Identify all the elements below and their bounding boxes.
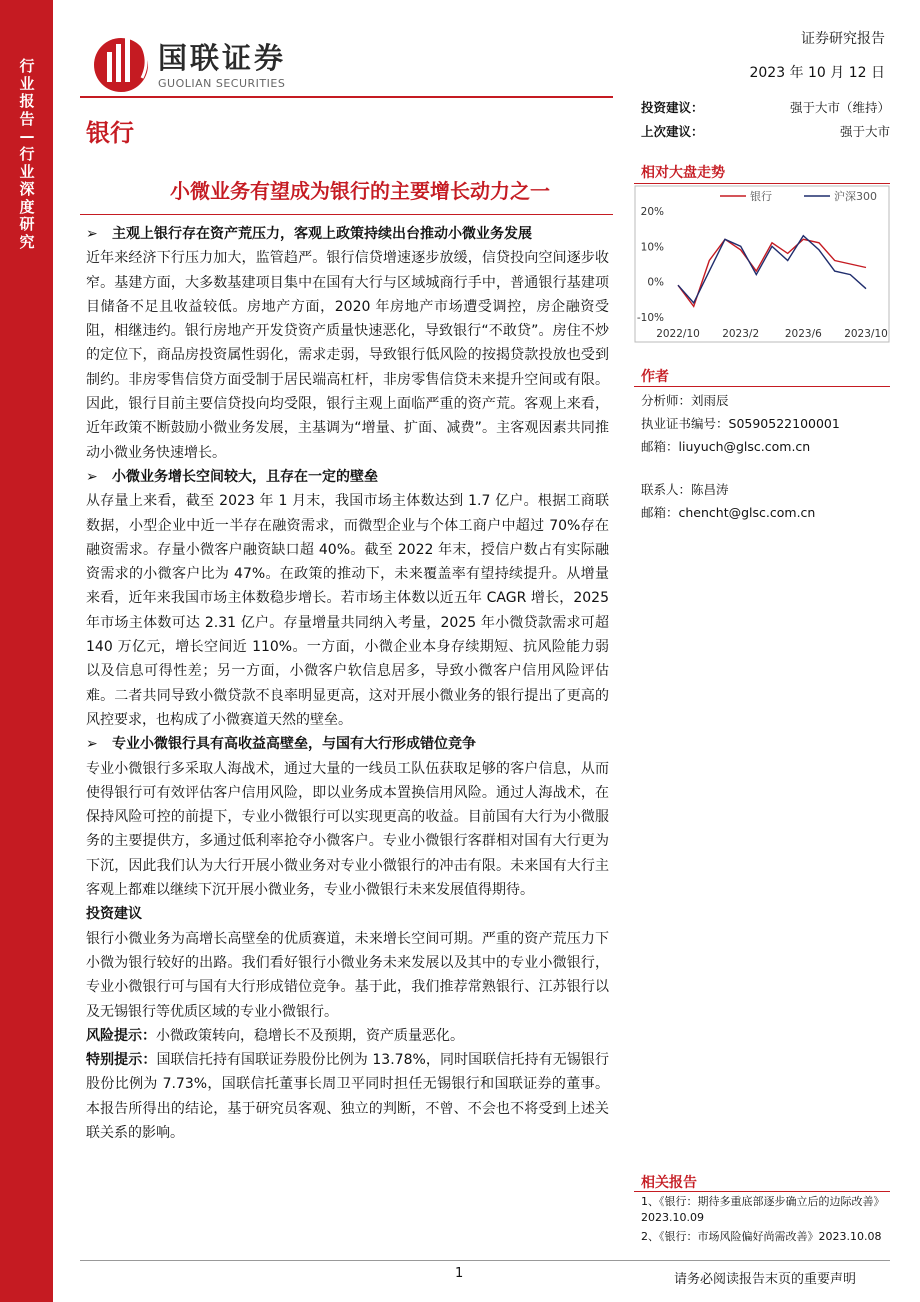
section-heading-2: ➢ 小微业务增长空间较大，且存在一定的壁垒 <box>86 465 609 489</box>
related-report-2: 2、《银行：市场风险偏好尚需改善》2023.10.08 <box>641 1230 882 1243</box>
header-divider <box>80 96 613 98</box>
analyst-name: 刘雨辰 <box>691 393 729 408</box>
author-section-title: 作者 <box>641 369 669 385</box>
analyst-email-line: 邮箱：liuyuch@glsc.com.cn <box>641 439 811 454</box>
chart-section-title: 相对大盘走势 <box>641 165 725 181</box>
x-tick-label: 2022/10 <box>656 328 700 340</box>
cert-line: 执业证书编号：S0590522100001 <box>641 416 840 431</box>
related-section-divider <box>634 1191 890 1192</box>
legend-label: 沪深300 <box>834 190 877 203</box>
title-divider <box>80 214 613 215</box>
report-date: 2023 年 10 月 12 日 <box>749 65 885 81</box>
risk-note: 风险提示：小微政策转向，稳增长不及预期，资产质量恶化。 <box>86 1027 464 1044</box>
x-tick-label: 2023/6 <box>784 328 822 340</box>
y-tick-label: 10% <box>640 241 664 254</box>
report-type: 证券研究报告 <box>801 31 885 47</box>
chart-section-divider <box>634 183 890 184</box>
footer-disclaimer: 请务必阅读报告末页的重要声明 <box>673 1272 856 1287</box>
contact-email-line: 邮箱：chencht@glsc.com.cn <box>641 505 816 520</box>
sidebar-label: 行业报告—行业深度研究 <box>19 57 35 251</box>
related-report-1: 1、《银行：期待多重底部逐步确立后的边际改善》 2023.10.09 <box>641 1195 885 1224</box>
industry-label: 银行 <box>86 119 134 147</box>
section-heading-1: ➢ 主观上银行存在资产荒压力，客观上政策持续出台推动小微业务发展 <box>86 222 609 246</box>
sidebar <box>0 0 53 1302</box>
prev-rating-label: 上次建议： <box>641 124 704 139</box>
paragraph-4: 银行小微业务为高增长高壁垒的优质赛道，未来增长空间可期。严重的资产荒压力下小微为银行较好的出路。我们看好银行小微业务未来发展以及其中的专业小微银行，专业小微银行可与国有大行形成错位竞争。基于此，我们推荐常熟银行、江苏银行以及无锡银行等优质区域的专业小微银行。 <box>86 930 609 1020</box>
paragraph-3: 专业小微银行多采取人海战术，通过大量的一线员工队伍获取足够的客户信息，从而使得银行可有效评估客户信用风险，即以业务成本置换信用风险。通过人海战术，在保持风险可控的前提下，专业小微银行可以实现更高的收益。目前国有大行为小微服务的主要提供方，多通过低利率抢夺小微客户。专业小微银行客群相对国有大行更为下沉，因此我们认为大行开展小微业务对专业小微银行的冲击有限。未来国有大行主客观上都难以继续下沉开展小微业务，专业小微银行未来发展值得期待。 <box>86 760 609 899</box>
section-heading-4: 投资建议 <box>86 906 142 923</box>
brand-name-en: GUOLIAN SECURITIES <box>158 77 286 90</box>
relative-performance-chart <box>634 185 894 345</box>
report-title: 小微业务有望成为银行的主要增长动力之一 <box>170 179 550 203</box>
analyst-email: liuyuch@glsc.com.cn <box>678 439 811 454</box>
page-number: 1 <box>455 1266 464 1281</box>
invest-rating-label: 投资建议： <box>641 100 704 115</box>
brand-name-cn: 国联证券 <box>158 41 287 75</box>
author-section-divider <box>634 386 890 387</box>
company-logo <box>92 32 332 94</box>
section-heading-3: ➢ 专业小微银行具有高收益高壁垒，与国有大行形成错位竞争 <box>86 732 609 756</box>
analyst-line: 分析师：刘雨辰 <box>641 393 729 408</box>
x-tick-label: 2023/10 <box>844 328 888 340</box>
contact-name: 陈昌涛 <box>691 482 729 497</box>
report-body <box>86 222 609 1145</box>
footer-divider <box>80 1260 890 1261</box>
x-tick-label: 2023/2 <box>722 328 760 340</box>
y-tick-label: 20% <box>640 206 664 218</box>
invest-rating-value: 强于大市（维持） <box>789 100 890 115</box>
series-line <box>678 239 866 306</box>
logo-emblem-icon <box>92 32 156 94</box>
contact-line: 联系人：陈昌涛 <box>641 482 729 497</box>
paragraph-1: 近年来经济下行压力加大，监管趋严。银行信贷增速逐步放缓，信贷投向空间逐步收窄。基建方面，大多数基建项目集中在国有大行与区域城商行手中，普通银行基建项目储备不足且收益较低。房地产方面，2020 年房地产市场遭受调控，房企融资受阻，相继违约。银行房地产开发贷资产质量快速恶化，导致银行“不敢贷”。房住不炒的定位下，商品房投资属性弱化，需求走弱，导致银行低风险的按揭贷款投放也受到制约。非房零售信贷方面受制于居民端高杠杆，非房零售信贷未来提升空间或有限。因此，银行目前主要信贷投向均受限，银行主观上面临严重的资产荒。客观上来看，近年政策不断鼓励小微业务发展，主基调为“增量、扩面、减费”。主客观因素共同推动小微业务快速增长。 <box>86 250 609 461</box>
arrow-bullet-icon: ➢ <box>86 226 98 242</box>
y-tick-label: -10% <box>636 312 664 324</box>
paragraph-2: 从存量上来看，截至 2023 年 1 月末，我国市场主体数达到 1.7 亿户。根据工商联数据，小型企业中近一半存在融资需求，而微型企业与个体工商户中超过 70%存在融资需求。存量小微客户融资缺口超 40%。截至 2022 年末，授信户数占有实际融资需求的小微客户比为 47%。在政策的推动下，未来覆盖率有望持续提升。从增量来看，近年来我国市场主体数稳步增长。若市场主体数以近五年 CAGR 增长，2025 年市场主体数可达 2.31 亿户。存量增量共同纳入考量，2025 年小微贷款需求可超 140 万亿元，增长空间近 110%。一方面，小微企业本身存续期短、抗风险能力弱以及信息可得性差；另一方面，小微客户软信息居多，导致小微客户信用风险评估难。二者共同导致小微贷款不良率明显更高，这对开展小微业务的银行提出了更高的风控要求，也构成了小微赛道天然的壁垒。 <box>86 493 609 728</box>
arrow-bullet-icon: ➢ <box>86 736 98 753</box>
related-section-title: 相关报告 <box>641 1175 697 1191</box>
contact-email: chencht@glsc.com.cn <box>678 505 816 520</box>
arrow-bullet-icon: ➢ <box>86 468 98 485</box>
cert-number: S0590522100001 <box>728 416 840 431</box>
y-tick-label: 0% <box>647 276 664 289</box>
prev-rating-value: 强于大市 <box>839 124 890 139</box>
special-note: 特别提示：国联信托持有国联证券股份比例为 13.78%，同时国联信托持有无锡银行股份比例为 7.73%，国联信托董事长周卫平同时担任无锡银行和国联证券的董事。本报告所得出的结论，基于研究员客观、独立的判断，不曾、不会也不将受到上述关联关系的影响。 <box>86 1052 609 1141</box>
legend-label: 银行 <box>750 190 772 203</box>
